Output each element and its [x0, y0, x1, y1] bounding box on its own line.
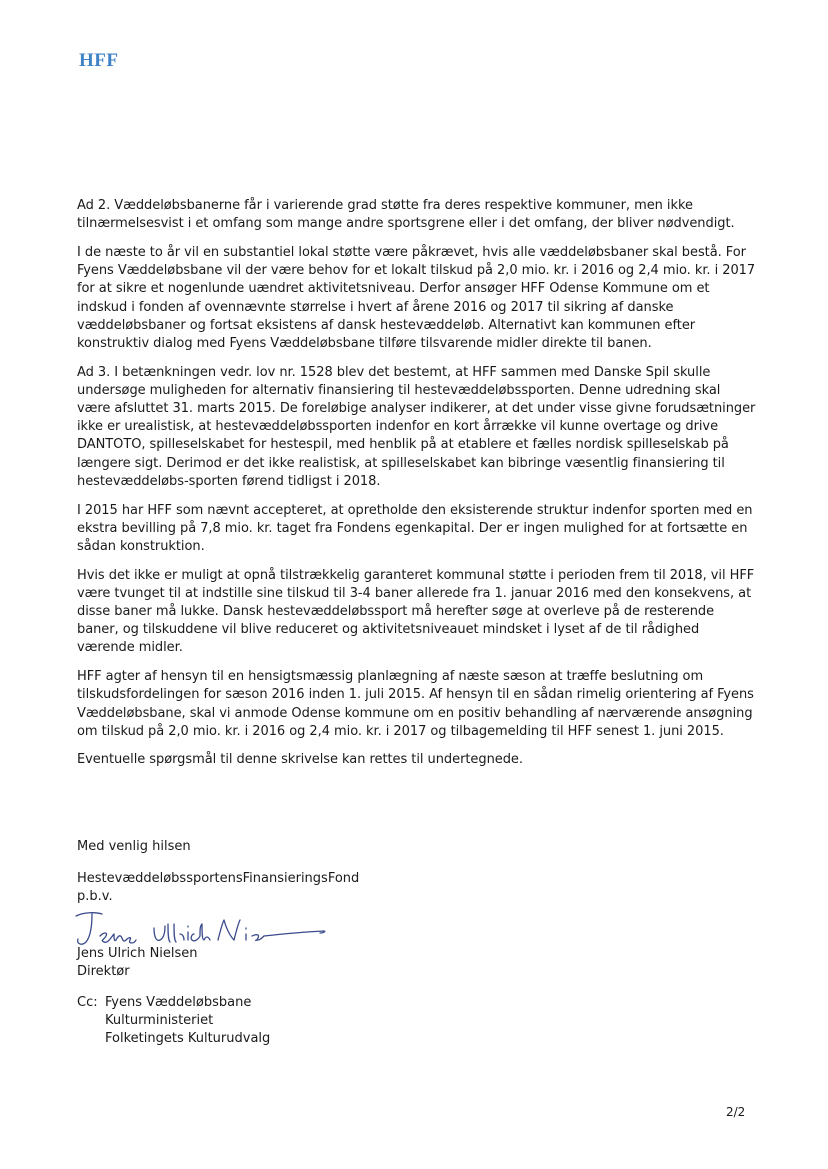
organization-name: HestevæddeløbssportensFinansieringsFond	[77, 871, 360, 886]
paragraph-ad2: Ad 2. Væddeløbsbanerne får i varierende grad støtte fra deres respektive kommuner, men ikke tilnærmelsesvist i et omfang som mange andre sportsgrene eller i det omfang, der bliver nødvendigt.	[77, 198, 735, 232]
hff-logo: HFF	[79, 50, 119, 71]
page-number: 2/2	[726, 1105, 746, 1119]
signer-title: Direktør	[77, 964, 130, 979]
cc-recipient-list	[105, 994, 270, 1048]
greeting: Med venlig hilsen	[77, 839, 191, 854]
paragraph-local-support: I de næste to år vil en substantiel lokal støtte være påkrævet, hvis alle væddeløbsbaner skal bestå. For Fyens Væddeløbsbane vil der være behov for et lokalt tilskud på 2,0 mio. kr. i 2016 og 2,4 mio. kr. i 2017 for at sikre et nogenlunde uændret aktivitetsniveau. Derfor ansøger HFF Odense Kommune om et indskud i fonden af ovennævnte størrelse i hvert af årene 2016 og 2017 til sikring af danske væddeløbsbaner og fortsat eksistens af dansk hestevæddeløb. Alternativt kan kommunen efter konstruktiv dialog med Fyens Væddeløbsbane tilføre tilsvarende midler direkte til banen.	[77, 244, 756, 351]
cc-recipient: Folketingets Kulturudvalg	[105, 1031, 271, 1046]
signer-name: Jens Ulrich Nielsen	[77, 946, 198, 961]
paragraph-decision: HFF agter af hensyn til en hensigtsmæssig planlægning af næste sæson at træffe beslutning om tilskudsfordelingen for sæson 2016 inden 1. juli 2015. Af hensyn til en sådan rimelig orientering af Fyens Væddeløbsbane, skal vi anmode Odense kommune om en positiv behandling af nærværende ansøgning om tilskud på 2,0 mio. kr. i 2016 og 2,4 mio. kr. i 2017 og tilbagemelding til HFF senest 1. juni 2015.	[77, 669, 754, 739]
paragraph-ad3: Ad 3. I betænkningen vedr. lov nr. 1528 blev det bestemt, at HFF sammen med Danske Spil skulle undersøge muligheden for alternativ finansiering til hestevæddeløbssporten. Denne udredning skal være afsluttet 31. marts 2015. De foreløbige analyser indikerer, at det under visse givne forudsætninger ikke er urealistisk, at hestevæddeløbssporten indenfor en kort årrække vil kunne overtage og drive DANTOTO, spilleselskabet for hestespil, med henblik på at etablere et fælles nordisk spilleselskab på længere sigt. Derimod er det ikke realistisk, at spilleselskabet kan bibringe væsentlig finansiering til hestevæddeløbs-sporten førend tidligst i 2018.	[77, 364, 756, 489]
letter-body	[77, 197, 757, 780]
cc-label: Cc:	[77, 995, 98, 1010]
paragraph-questions: Eventuelle spørgsmål til denne skrivelse kan rettes til undertegnede.	[77, 752, 523, 768]
closing-block	[77, 838, 577, 906]
paragraph-2015-funding: I 2015 har HFF som nævnt accepteret, at opretholde den eksisterende struktur indenfor sporten med en ekstra bevilling på 7,8 mio. kr. taget fra Fondens egenkapital. Der er ingen mulighed for at fortsætte en sådan konstruktion.	[77, 502, 753, 554]
cc-recipient: Kulturministeriet	[105, 1013, 214, 1028]
signer-block	[77, 945, 198, 981]
paragraph-consequences: Hvis det ikke er muligt at opnå tilstrækkelig garanteret kommunal støtte i perioden frem til 2018, vil HFF være tvunget til at indstille sine tilskud til 3-4 baner allerede fra 1. januar 2016 med den konsekvens, at disse baner må lukke. Dansk hestevæddeløbssport må herefter søge at overleve på de resterende baner, og tilskuddene vil blive reduceret og aktivitetsniveauet mindsket i lyset af de til rådighed værende midler.	[77, 567, 755, 656]
cc-recipient: Fyens Væddeløbsbane	[105, 995, 252, 1010]
pbv-text: p.b.v.	[77, 889, 113, 904]
